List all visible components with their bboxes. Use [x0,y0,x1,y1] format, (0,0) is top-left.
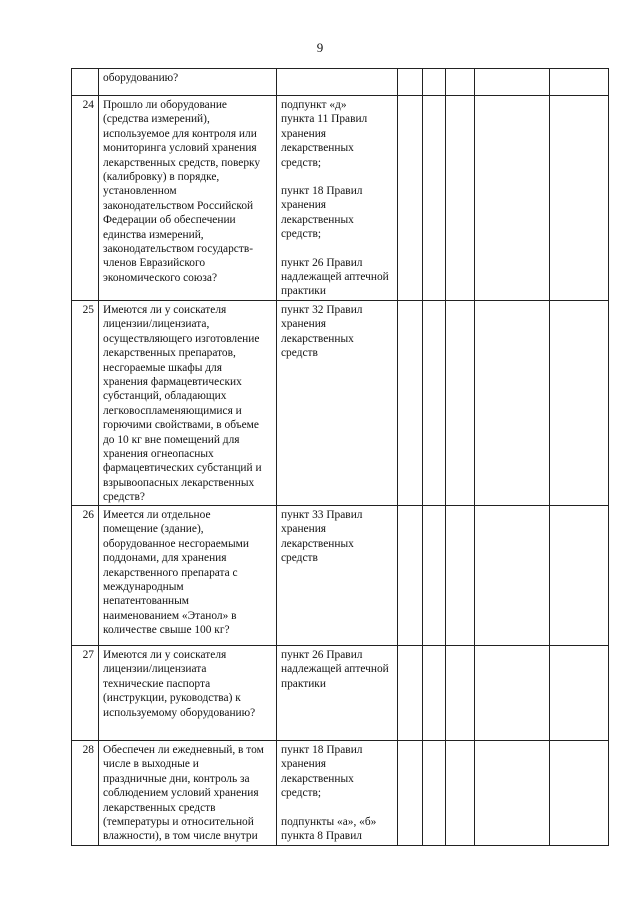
question-line: оборудованию? [103,72,179,84]
question-line: взрывоопасных лекарственных [103,476,255,489]
question-line: лекарственных средств, поверку [103,156,261,169]
empty-answer-cell [475,69,550,96]
reference-line: пункт 26 Правил [281,649,363,661]
question-line: (калибровку) в порядке, [103,171,220,184]
question-line: хранения огнеопасных [103,448,214,461]
empty-answer-cell [423,646,446,741]
row-number: 26 [72,506,99,646]
empty-answer-cell [398,69,423,96]
empty-answer-cell [446,96,475,301]
question-line: (температуры и относительной [103,816,254,829]
reference-line: лекарственных [281,537,354,550]
empty-answer-cell [550,506,609,646]
reference-cell [277,741,398,846]
page-number: 9 [316,40,324,55]
empty-answer-cell [398,96,423,301]
reference-cell [277,69,398,96]
question-line: поддонами, для хранения [103,552,227,565]
empty-answer-cell [423,506,446,646]
reference-line: хранения [281,758,327,771]
question-line: влажности), в том числе внутри [103,830,258,843]
question-line: лекарственных средств [103,801,216,814]
empty-answer-cell [423,69,446,96]
question-line: (средства измерений), [103,113,210,126]
table-row [72,96,609,301]
empty-answer-cell [423,301,446,506]
reference-line: пункта 8 Правил [281,830,362,843]
question-line: соблюдением условий хранения [103,787,259,800]
reference-line: подпункт «д» [281,99,347,111]
empty-answer-cell [550,741,609,846]
reference-gap [281,242,395,256]
reference-line: лекарственных [281,772,354,785]
reference-line: пункт 32 Правил [281,304,363,316]
question-line: Имеются ли у соискателя [103,304,227,316]
empty-answer-cell [423,96,446,301]
reference-line: надлежащей аптечной [281,663,389,676]
empty-answer-cell [446,741,475,846]
empty-answer-cell [550,69,609,96]
question-line: Федерации об обеспечении [103,214,236,227]
question-line: осуществляющего изготовление [103,332,260,345]
question-line: непатентованным [103,595,189,608]
reference-line: лекарственных [281,213,354,226]
reference-line: надлежащей аптечной [281,271,389,284]
question-line: установленном [103,185,177,198]
question-line: хранения фармацевтических [103,376,242,389]
question-cell [99,301,277,506]
table-row [72,506,609,646]
reference-gap [281,801,395,815]
empty-answer-cell [550,96,609,301]
question-line: до 10 кг вне помещений для [103,433,240,446]
reference-line: лекарственных [281,142,354,155]
reference-line: средств [281,347,318,360]
question-line: используемое для контроля или [103,127,257,140]
empty-answer-cell [475,301,550,506]
question-cell [99,741,277,846]
reference-cell [277,646,398,741]
reference-line: лекарственных [281,332,354,345]
row-number: 25 [72,301,99,506]
reference-line: пункт 18 Правил [281,744,363,756]
question-line: членов Евразийского [103,257,206,270]
question-line: горючими свойствами, в объеме [103,419,259,432]
reference-line: пункт 26 Правил [281,256,363,269]
empty-answer-cell [475,506,550,646]
question-line: международным [103,581,184,594]
table-row [72,301,609,506]
question-line: Прошло ли оборудование [103,99,227,111]
question-line: мониторинга условий хранения [103,142,257,155]
question-line: лекарственного препарата с [103,566,238,579]
row-number: 28 [72,741,99,846]
empty-answer-cell [398,301,423,506]
question-line: лекарственных препаратов, [103,347,236,360]
question-cell [99,506,277,646]
question-line: единства измерений, [103,228,204,241]
question-line: лицензии/лицензиата, [103,318,210,331]
row-number: 27 [72,646,99,741]
question-line: Обеспечен ли ежедневный, в том [103,744,264,756]
reference-line: средств; [281,228,322,241]
question-cell [99,69,277,96]
question-line: помещение (здание), [103,523,204,536]
question-line: праздничные дни, контроль за [103,772,250,785]
empty-answer-cell [446,301,475,506]
question-line: наименованием «Этанол» в [103,609,237,622]
question-line: лицензии/лицензиата [103,663,207,676]
empty-answer-cell [398,741,423,846]
reference-gap [281,170,395,184]
question-line: законодательством государств- [103,243,254,256]
reference-line: хранения [281,523,327,536]
question-cell [99,646,277,741]
question-line: легковоспламеняющимися и [103,404,242,417]
reference-line: хранения [281,127,327,140]
question-line: Имеются ли у соискателя [103,649,227,661]
reference-cell [277,301,398,506]
empty-answer-cell [475,741,550,846]
reference-line: подпункты «а», «б» [281,815,377,828]
question-line: субстанций, обладающих [103,390,227,403]
empty-answer-cell [475,96,550,301]
question-line: несгораемые шкафы для [103,361,222,374]
question-line: фармацевтических субстанций и [103,462,262,475]
row-number: 24 [72,96,99,301]
reference-line: пункт 33 Правил [281,509,363,521]
reference-line: пункт 18 Правил [281,185,363,198]
question-line: средств? [103,491,145,504]
row-number [72,69,99,96]
question-line: технические паспорта [103,677,211,690]
empty-answer-cell [475,646,550,741]
table-row [72,646,609,741]
empty-answer-cell [398,646,423,741]
empty-answer-cell [446,646,475,741]
table-row [72,741,609,846]
reference-line: средств; [281,787,322,800]
question-line: (инструкции, руководства) к [103,692,241,705]
reference-line: хранения [281,199,327,212]
question-line: экономического союза? [103,271,217,284]
empty-answer-cell [398,506,423,646]
table-row [72,69,609,96]
reference-line: практики [281,285,326,298]
empty-answer-cell [446,506,475,646]
reference-line: средств; [281,156,322,169]
reference-line: хранения [281,318,327,331]
checklist-table [71,68,609,846]
reference-line: средств [281,552,318,565]
question-line: используемому оборудованию? [103,706,256,719]
question-line: оборудованное несгораемыми [103,537,249,550]
empty-answer-cell [550,301,609,506]
reference-cell [277,506,398,646]
question-line: Имеется ли отдельное [103,509,211,521]
question-cell [99,96,277,301]
empty-answer-cell [423,741,446,846]
question-line: законодательством Российской [103,199,254,212]
empty-answer-cell [550,646,609,741]
reference-line: пункта 11 Правил [281,113,368,126]
table-body [72,69,609,846]
reference-line: практики [281,677,326,690]
question-line: числе в выходные и [103,758,199,771]
reference-cell [277,96,398,301]
question-line: количестве свыше 100 кг? [103,624,230,637]
empty-answer-cell [446,69,475,96]
